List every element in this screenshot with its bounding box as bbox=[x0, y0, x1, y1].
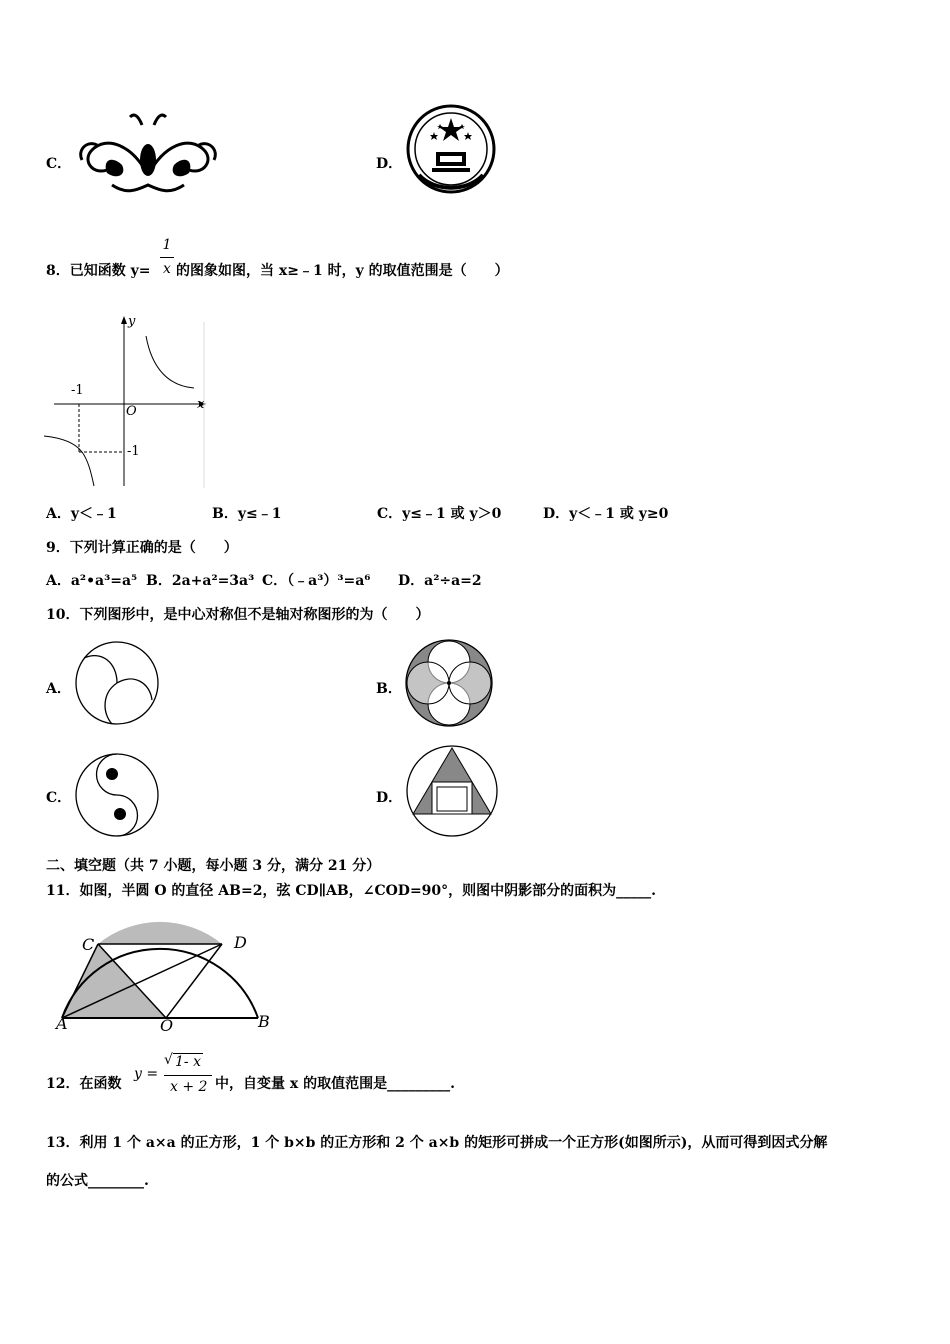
q8-option-a: A．y＜﹣1 bbox=[46, 506, 117, 522]
sqrt-icon: √ bbox=[164, 1052, 173, 1068]
graph-x-label: x bbox=[197, 397, 205, 412]
q12-formula-denominator: x + 2 bbox=[170, 1079, 208, 1095]
q7-option-c-image bbox=[72, 105, 224, 200]
q8-option-b: B．y≤﹣1 bbox=[212, 506, 282, 522]
q12-stem-prefix: 12．在函数 bbox=[46, 1076, 122, 1092]
q11-label-b: B bbox=[258, 1012, 270, 1031]
q11-label-c: C bbox=[82, 935, 95, 954]
q10-option-a-figure bbox=[72, 638, 162, 728]
q9-option-d: D．a²÷a=2 bbox=[398, 573, 482, 589]
q8-fraction-numerator: 1 bbox=[162, 237, 172, 253]
q9-option-c: C．（﹣a³）³=a⁶ bbox=[262, 573, 371, 589]
q10-stem: 10．下列图形中，是中心对称但不是轴对称图形的为（ ） bbox=[46, 607, 430, 623]
q10-option-c-label: C． bbox=[46, 790, 72, 806]
q8-option-c: C．y≤﹣1 或 y＞0 bbox=[377, 506, 502, 522]
q10-option-a-label: A． bbox=[46, 681, 71, 697]
q8-stem-prefix: 8．已知函数 y= bbox=[46, 263, 151, 279]
q10-option-b-figure bbox=[403, 637, 495, 729]
q8-option-d: D．y＜﹣1 或 y≥0 bbox=[543, 506, 669, 522]
q8-stem-suffix: 的图象如图，当 x≥﹣1 时，y 的取值范围是（ ） bbox=[176, 263, 509, 279]
q9-stem: 9．下列计算正确的是（ ） bbox=[46, 540, 238, 556]
q11-label-a: A bbox=[56, 1014, 68, 1033]
q9-option-b: B．2a+a²=3a³ bbox=[146, 573, 255, 589]
graph-y-minus-one: -1 bbox=[127, 444, 140, 459]
q10-option-b-label: B． bbox=[376, 681, 402, 697]
fraction-bar bbox=[164, 1075, 212, 1076]
graph-y-label: y bbox=[128, 314, 136, 329]
q8-fraction-denominator: x bbox=[163, 261, 171, 277]
fraction-bar bbox=[160, 257, 174, 258]
q12-formula-y: y = bbox=[134, 1066, 159, 1082]
q12-formula-numerator: 1- x bbox=[175, 1054, 201, 1070]
q11-stem: 11．如图，半圆 O 的直径 AB=2，弦 CD∥AB，∠COD=90°，则图中阴影部分的面积为_____. bbox=[46, 883, 657, 899]
q11-label-d: D bbox=[234, 933, 247, 952]
q8-function-graph bbox=[44, 314, 209, 490]
q13-stem-line2: 的公式________. bbox=[46, 1173, 149, 1189]
q13-stem-line1: 13．利用 1 个 a×a 的正方形，1 个 b×b 的正方形和 2 个 a×b 的矩形可拼成一个正方形(如图所示)，从而可得到因式分解 bbox=[46, 1135, 828, 1151]
q10-option-d-figure bbox=[403, 743, 501, 839]
q11-label-o: O bbox=[160, 1016, 174, 1035]
graph-origin-label: O bbox=[126, 404, 137, 419]
q10-option-c-figure bbox=[72, 750, 162, 840]
graph-x-minus-one: -1 bbox=[71, 383, 84, 398]
q9-option-a: A．a²•a³=a⁵ bbox=[46, 573, 138, 589]
q10-option-d-label: D． bbox=[376, 790, 403, 806]
q12-stem-suffix: 中，自变量 x 的取值范围是_________. bbox=[215, 1076, 455, 1092]
national-emblem-image bbox=[404, 100, 498, 198]
section-two-heading: 二、填空题（共 7 小题，每小题 3 分，满分 21 分） bbox=[46, 858, 381, 874]
q7-option-c-label: C． bbox=[46, 156, 72, 172]
q7-option-d-label: D． bbox=[376, 156, 403, 172]
